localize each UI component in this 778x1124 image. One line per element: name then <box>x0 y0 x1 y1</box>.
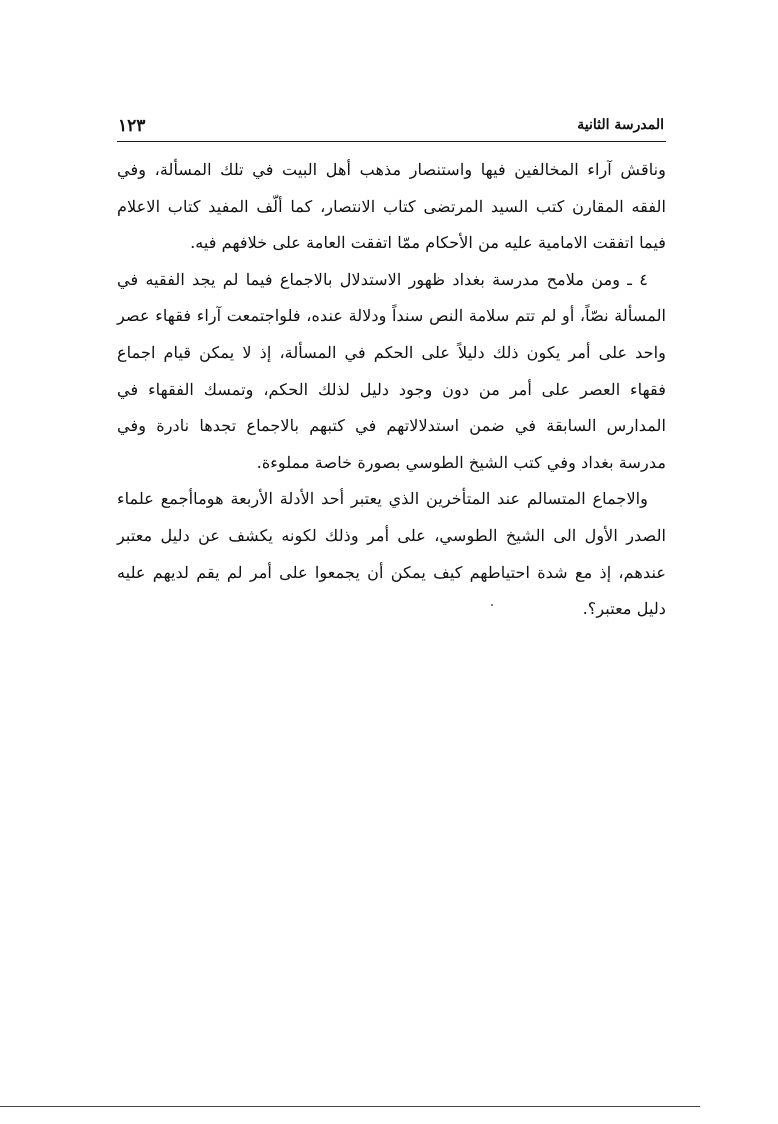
page-number: ١٢٣ <box>118 116 146 136</box>
paragraph-3: والاجماع المتسالم عند المتأخرين الذي يعتبر أحد الأدلة الأربعة هوماأجمع علماء الصدر الأول الى الشيخ الطوسي، على أمر وذلك لكونه يكشف عن دليل معتبر عندهم، إذ مع شدة احتياطهم كيف يمكن أن يجمعوا على أمر لم يقم لديهم عليه دليل معتبر؟. <box>117 489 666 619</box>
stray-ink-dot <box>491 604 493 606</box>
chapter-title: المدرسة الثانية <box>577 117 664 133</box>
paragraph-2: ٤ ـ ومن ملامح مدرسة بغداد ظهور الاستدلال بالاجماع فيما لم يجد الفقيه في المسألة نصّاً، أو لم تتم سلامة النص سنداً ودلالة عنده، فلواجتمعت آراء فقهاء عصر واحد على أمر يكون ذلك دليلاً على الحكم في المسألة، إذ لا يمكن قيام اجماع فقهاء العصر على أمر من دون وجود دليل لذلك الحكم، وتمسك الفقهاء في المدارس السابقة في ضمن استدلالاتهم في كتبهم بالاجماع تجدها نادرة وفي مدرسة بغداد وفي كتب الشيخ الطوسي بصورة خاصة مملوءة. <box>117 269 666 472</box>
page-bottom-edge <box>0 1106 700 1107</box>
paragraph-1: وناقش آراء المخالفين فيها واستنصار مذهب أهل البيت في تلك المسألة، وفي الفقه المقارن كتب السيد المرتضى كتاب الانتصار، كما ألّف المفيد كتاب الاعلام فيما اتفقت الامامية عليه من الأحكام ممّا اتفقت العامة على خلافهم فيه. <box>117 160 666 253</box>
running-head <box>118 116 664 138</box>
header-rule <box>117 141 666 142</box>
body-text <box>117 152 666 628</box>
